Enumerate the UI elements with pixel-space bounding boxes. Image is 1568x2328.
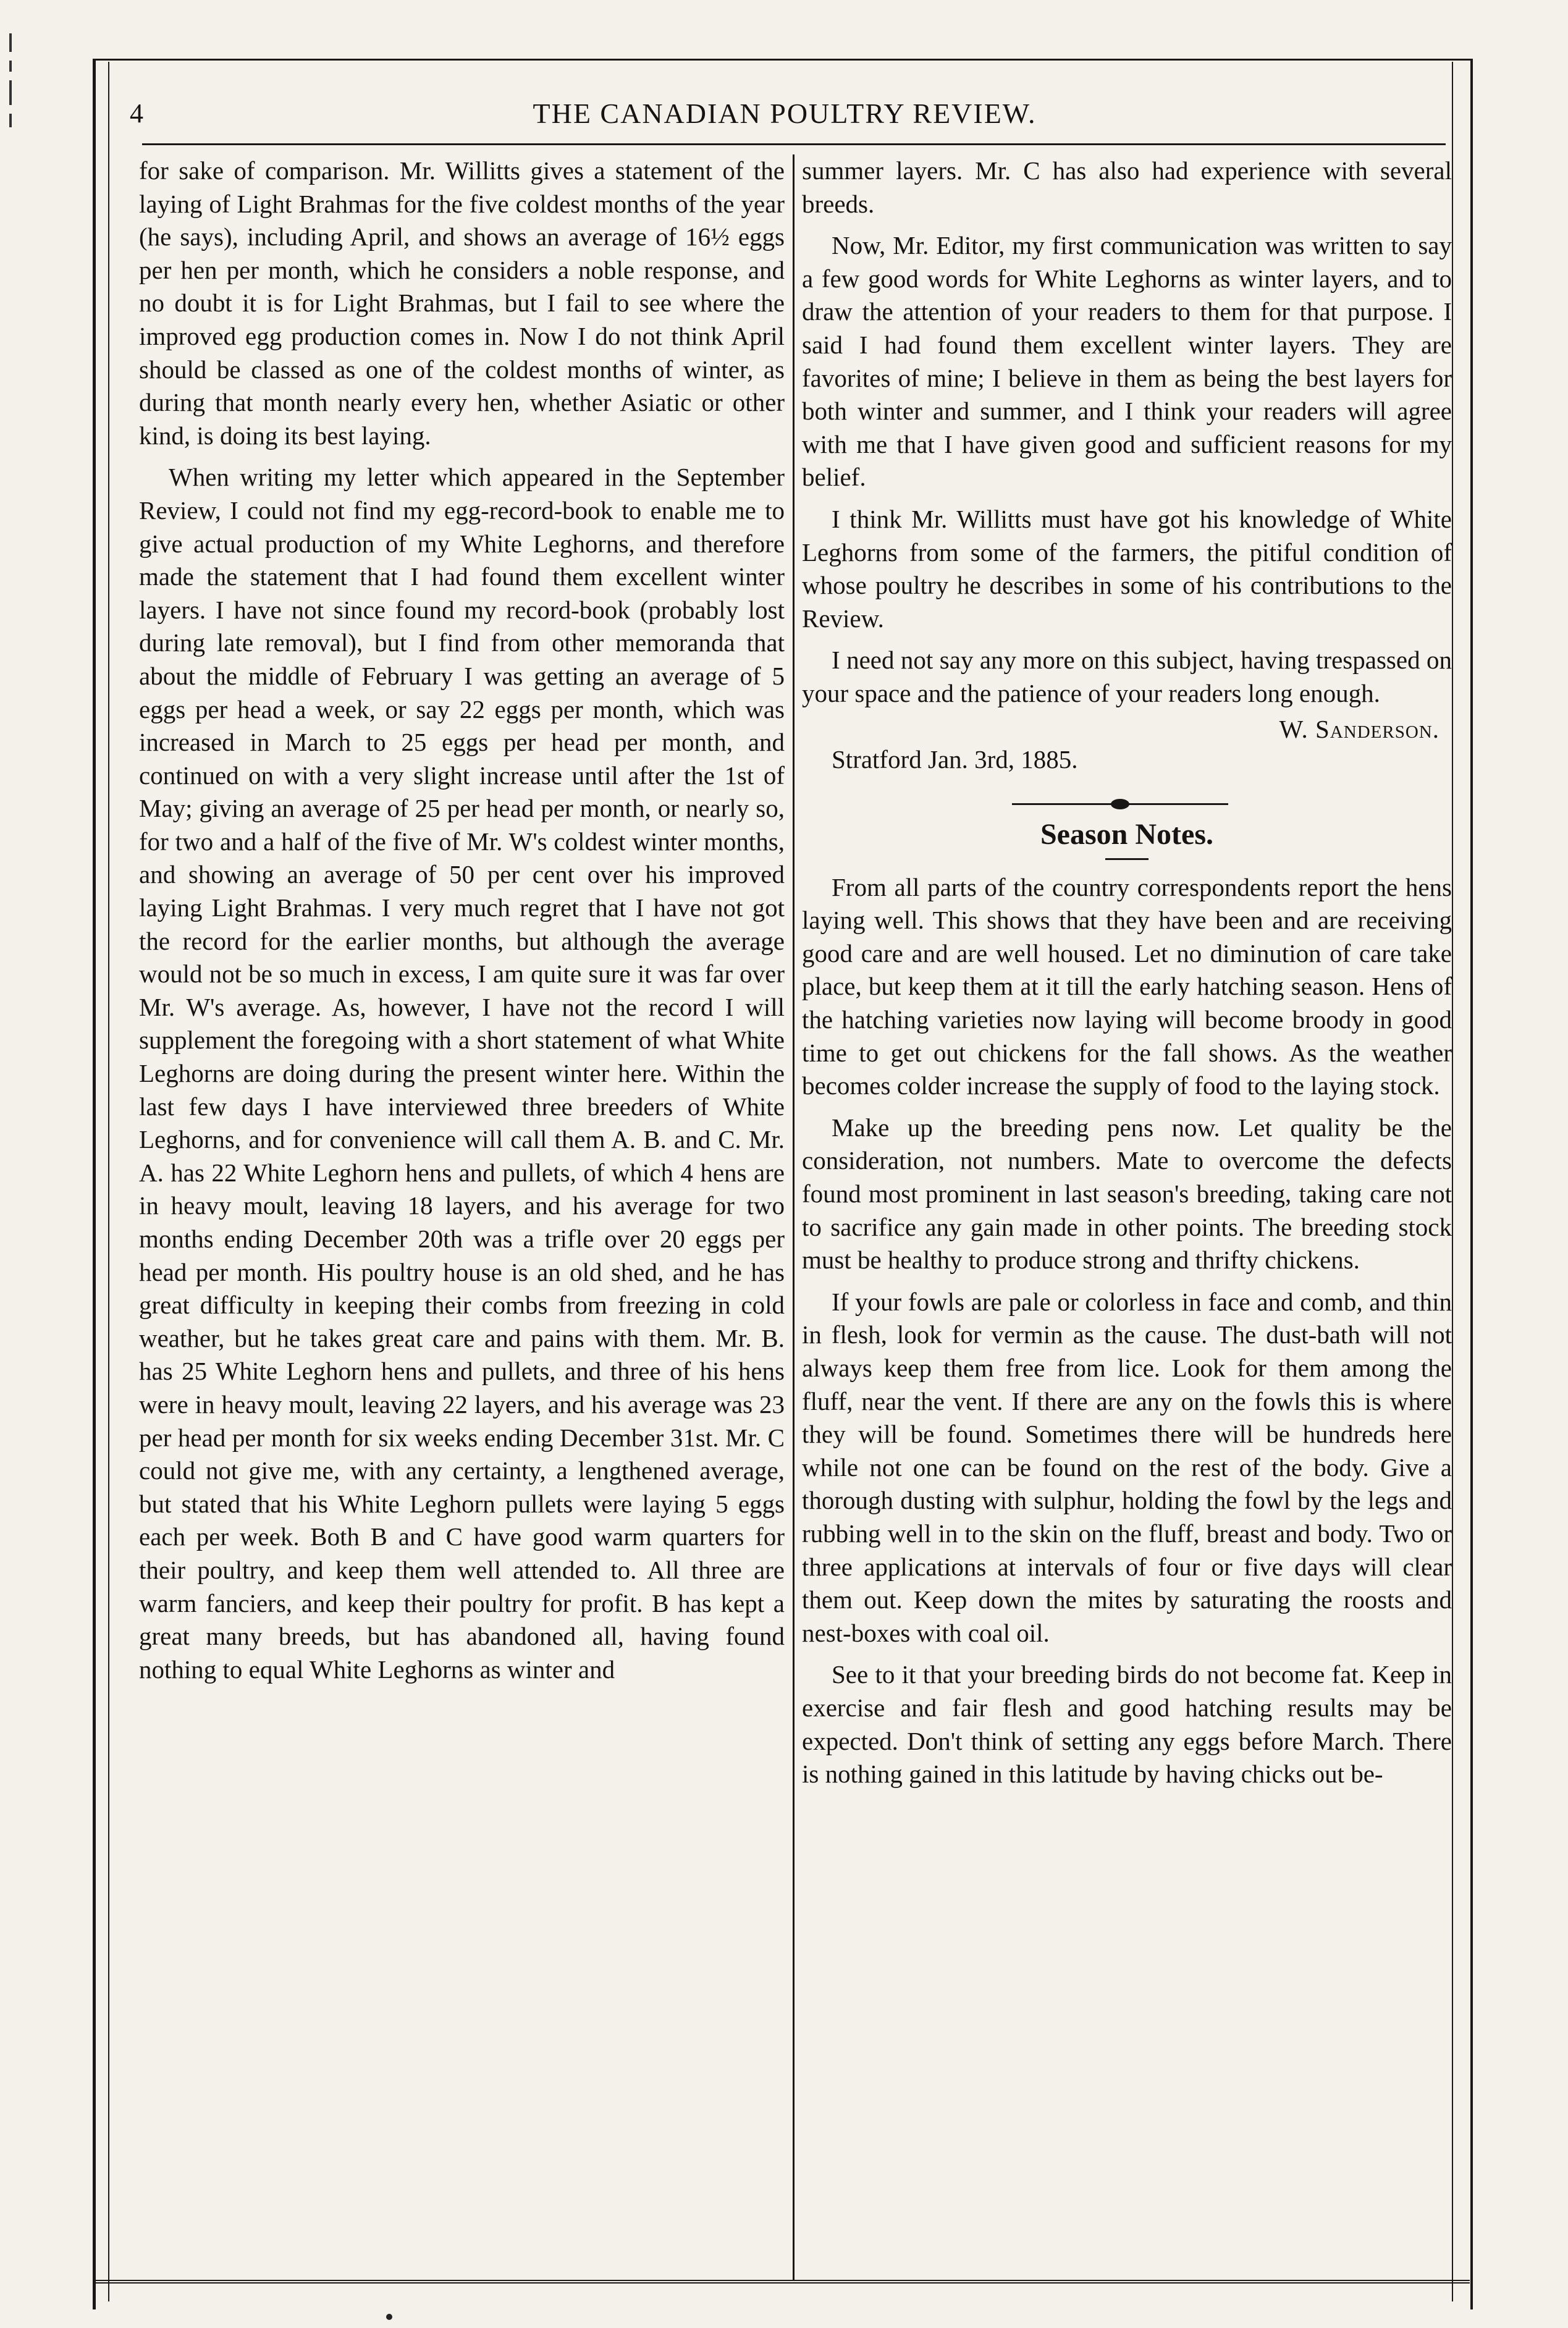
- page-number: 4: [130, 98, 143, 129]
- paragraph: summer layers. Mr. C has also had experience with several breeds.: [802, 156, 1452, 218]
- binding-margin-marks: [6, 25, 15, 284]
- paragraph: I need not say any more on this subject, having trespassed on your space and the patience of your readers long enough.: [802, 646, 1452, 707]
- paragraph: Now, Mr. Editor, my first communication was written to say a few good words for White Leghorns as winter layers, and to draw the attention of your readers to them for that purpose. I said I had found them excellent winter layers. They are favorites of mine; I believe in them as being the best layers for both winter and summer, and I think your readers will agree with me that I have given good and sufficient reasons for my belief.: [802, 231, 1452, 492]
- letter-signature: W. Sanderson.: [1279, 714, 1439, 743]
- header-rule: [142, 143, 1446, 145]
- paragraph: When writing my letter which appeared in the September Review, I could not find my egg-record-book to enable me to give actual production of my White Leghorns, and therefore made the statement that I had found them excellent winter layers. I have not since found my record-book (probably lost during late removal), but I find from other memoranda that about the middle of February I was getting an average of 5 eggs per head a week, or say 22 eggs per month, which was increased in March to 25 eggs per head per month, and continued on with a very slight increase until after the 1st of May; giving an average of 25 per head per month, or nearly so, for two and a half of the five of Mr. W's coldest winter months, and showing an average of 50 per cent over his improved laying Light Brahmas. I very much regret that I have not got the record for the earlier months, but although the average would not be so much in excess, I am quite sure it was far over Mr. W's average. As, however, I have not the record I will supplement the foregoing with a short statement of what White Leghorns are doing during the present winter here. Within the last few days I have interviewed three breeders of White Leghorns, and for convenience will call them A. B. and C. Mr. A. has 22 White Leghorn hens and pullets, of which 4 hens are in heavy moult, leaving 18 layers, and his average for two months ending December 20th was a trifle over 20 eggs per head per month. His poultry house is an old shed, and he has great difficulty in keeping their combs from freezing in cold weather, but he takes great care and pains with them. Mr. B. has 25 White Leghorn hens and pullets, and three of his hens were in heavy moult, leaving 22 layers, and his average was 23 per head per month for six weeks ending December 31st. Mr. C could not give me, with any certainty, a lengthened average, but stated that his White Leghorn pullets were laying 5 eggs each per week. Both B and C have good warm quarters for their poultry, and keep them well attended to. All three are warm fanciers, and keep their poultry for profit. B has kept a great many breeds, but has abandoned all, having found nothing to equal White Leghorns as winter and: [139, 463, 785, 1684]
- section-title-rule: [1105, 858, 1149, 860]
- paragraph: From all parts of the country correspondents report the hens laying well. This shows that they have been and are receiving good care and are well housed. Let no diminution of care take place, but keep them at it till the early hatching season. Hens of the hatching varieties now laying will become broody in good time to get out chickens for the fall shows. As the weather becomes colder increase the supply of food to the laying stock.: [802, 872, 1452, 1100]
- stray-ink-dot: [386, 2314, 392, 2320]
- left-column: [139, 154, 785, 2274]
- letter-dateline: Stratford Jan. 3rd, 1885.: [832, 745, 1078, 774]
- page-header: [130, 91, 1439, 135]
- column-divider: [793, 154, 795, 2280]
- section-title: Season Notes.: [1040, 817, 1213, 851]
- right-border-rule: [1452, 62, 1453, 2301]
- section-ornament: [802, 798, 1452, 810]
- left-border-rule: [108, 62, 109, 2301]
- ornament-diamond: [1111, 799, 1129, 809]
- paragraph: I think Mr. Willitts must have got his knowledge of White Leghorns from some of the farmers, the pitiful condition of whose poultry he describes in some of his contributions to the Review.: [802, 504, 1452, 633]
- paragraph: If your fowls are pale or colorless in face and comb, and thin in flesh, look for vermin as the cause. The dust-bath will not always keep them free from lice. Look for them among the fluff, near the vent. If there are any on the fowls this is where they will be found. Sometimes there will be hundreds here while not one can be found on the rest of the body. Give a thorough dusting with sulphur, holding the fowl by the legs and rubbing well in to the skin on the fluff, breast and body. Two or three applications at intervals of four or five days will clear them out. Keep down the mites by saturating the roosts and nest-boxes with coal oil.: [802, 1287, 1452, 1647]
- running-title: THE CANADIAN POULTRY REVIEW.: [533, 97, 1037, 129]
- bottom-border-rule: [93, 2280, 1470, 2284]
- paragraph: for sake of comparison. Mr. Willitts gives a statement of the laying of Light Brahmas for the five coldest months of the year (he says), including April, and shows an average of 16½ eggs per hen per month, which he considers a noble response, and no doubt it is for Light Brahmas, but I fail to see where the improved egg production comes in. Now I do not think April should be classed as one of the coldest months of winter, as during that month nearly every hen, whether Asiatic or other kind, is doing its best laying.: [139, 156, 785, 450]
- right-column: [802, 154, 1452, 2274]
- paragraph: See to it that your breeding birds do not become fat. Keep in exercise and fair flesh and good hatching results may be expected. Don't think of setting any eggs before March. There is nothing gained in this latitude by having chicks out be-: [802, 1660, 1452, 1789]
- paragraph: Make up the breeding pens now. Let quality be the consideration, not numbers. Mate to overcome the defects found most prominent in last season's breeding, taking care not to sacrifice any gain made in other points. The breeding stock must be healthy to produce strong and thrifty chickens.: [802, 1113, 1452, 1275]
